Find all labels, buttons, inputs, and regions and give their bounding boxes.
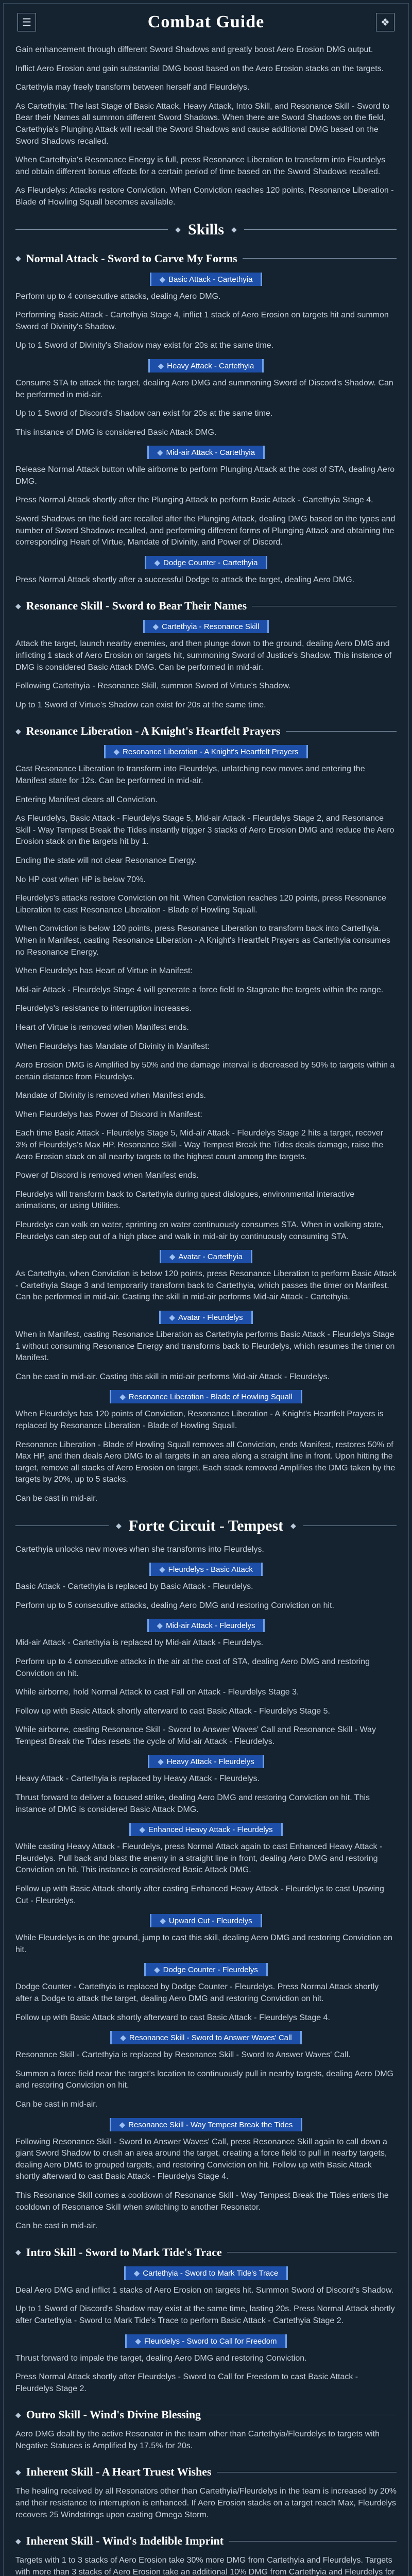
diamond-icon: ◆	[113, 748, 120, 757]
skill-text: Perform up to 4 consecutive attacks, dealing Aero DMG.	[15, 292, 221, 301]
skill-text: Perform up to 4 consecutive attacks in the air at the cost of STA, dealing Aero DMG and restoring Conviction on hit.	[15, 1657, 370, 1678]
sub-skill-tag-label: Mid-air Attack - Cartethyia	[166, 448, 255, 457]
skill-title-inherent-1	[15, 2465, 397, 2479]
skill-text: Fleurdelys's resistance to interruption increases.	[15, 1004, 192, 1013]
skill-title-label: Intro Skill - Sword to Mark Tide's Trace	[26, 2245, 222, 2259]
diamond-icon: ◆	[133, 2268, 140, 2278]
sub-skill-tag	[124, 2266, 288, 2280]
sub-skill-tag-label: Basic Attack - Cartethyia	[168, 275, 253, 284]
skill-title-label: Resonance Liberation - A Knight's Heartfelt Prayers	[26, 724, 281, 738]
skill-text: Deal Aero DMG and inflict 1 stacks of Aero Erosion on targets hit. Summon Sword of Discord's Shadow.	[15, 2285, 394, 2295]
skill-text: Power of Discord is removed when Manifest ends.	[15, 1171, 199, 1180]
intro-text: As Cartethyia: The last Stage of Basic Attack, Heavy Attack, Intro Skill, and Resonance Skill - Sword to Bear their Names all summon different Sword Shadows. When there are Sword Shadows on the field, Cartethyia's Plunging Attack will recall the Sword Shadows and cause additional DMG based on the Sword Shadows recalled.	[15, 101, 390, 146]
diamond-icon: ◆	[15, 2467, 21, 2476]
diamond-icon: ◆	[169, 1252, 176, 1262]
divider	[286, 731, 397, 732]
sub-skill-tag	[145, 556, 268, 569]
skill-title-resonance-skill	[15, 599, 397, 613]
skill-text: While Fleurdelys is on the ground, jump to cast this skill, dealing Aero DMG and restoring Conviction on hit.	[15, 1934, 392, 1954]
skill-text: When Fleurdelys has Power of Discord in Manifest:	[15, 1110, 202, 1119]
intro-text: Cartethyia may freely transform between herself and Fleurdelys.	[15, 83, 250, 92]
sub-skill-tag-label: Upward Cut - Fleurdelys	[168, 1917, 252, 1926]
sub-skill-tag	[147, 1619, 265, 1632]
skill-text: When Fleurdelys has Mandate of Divinity in Manifest:	[15, 1042, 210, 1051]
skill-text: Up to 1 Sword of Discord's Shadow may exist at the same time, lasting 20s. Press Normal Attack shortly after Cartethyia - Sword to Mark Tide's Trace to perform Basic Attack - Cartethyia Stage 2.	[15, 2304, 395, 2325]
skill-text: Following Resonance Skill - Sword to Answer Waves' Call, press Resonance Skill again to call down a giant Sword Shadow to crush an area around the target, creating a force field to pull in nearby targets, dealing Aero DMG to grouped targets, and restoring Conviction on hit. Follow up with Basic Attack shortly afterward to cast Basic Attack - Fleurdelys Stage 4.	[15, 2137, 387, 2181]
sub-skill-tag-label: Heavy Attack - Cartethyia	[167, 361, 254, 370]
skill-text: Mid-air Attack - Cartethyia is replaced by Mid-air Attack - Fleurdelys.	[15, 1638, 264, 1648]
skills-section-title	[15, 221, 397, 239]
intro-text: Inflict Aero Erosion and gain substantial DMG boost based on the Aero Erosion stacks on the targets.	[15, 64, 384, 73]
diamond-icon: ◆	[159, 275, 166, 284]
diamond-icon: ◆	[154, 1965, 160, 1975]
header	[0, 0, 412, 44]
bookmark-icon[interactable]: ❖	[376, 13, 394, 31]
skill-text: Follow up with Basic Attack shortly afterward to cast Basic Attack - Fleurdelys Stage 5.	[15, 1706, 330, 1716]
menu-book-icon[interactable]: ☰	[18, 13, 36, 31]
skill-text: Press Normal Attack shortly after the Plunging Attack to perform Basic Attack - Cartethyia Stage 4.	[15, 496, 373, 505]
sub-skill-tag	[159, 1311, 252, 1324]
skill-text: Thrust forward to impale the target, dealing Aero DMG and restoring Conviction.	[15, 2353, 307, 2363]
diamond-icon: ◆	[119, 2120, 126, 2129]
diamond-icon: ◆	[135, 2336, 141, 2346]
skill-text: Mandate of Divinity is removed when Manifest ends.	[15, 1091, 206, 1100]
sub-skill-tag-label: Resonance Skill - Way Tempest Break the Tides	[128, 2120, 293, 2129]
sub-skill-tag	[144, 1963, 268, 1976]
skill-text: Can be cast in mid-air.	[15, 2222, 98, 2231]
diamond-icon: ◆	[160, 1917, 166, 1926]
skill-text: The healing received by all Resonators other than Cartethyia/Fleurdelys in the team is increased by 20% and their resistance to interruption is enhanced. If Aero Erosion stacks on a target reach Max, Fleurdelys recovers 25 Windstrings upon casting Omega Storm.	[15, 2487, 397, 2519]
sub-skill-tag-label: Enhanced Heavy Attack - Fleurdelys	[148, 1825, 273, 1835]
diamond-icon: ◆	[154, 558, 161, 567]
sub-skill-tag-label: Avatar - Fleurdelys	[178, 1313, 243, 1322]
skill-text: Cartethyia unlocks new moves when she transforms into Fleurdelys.	[15, 1545, 264, 1554]
sub-skill-tag	[110, 2118, 303, 2131]
skill-text: When Conviction is below 120 points, press Resonance Liberation to transform back into Cartethyia. When in Manifest, casting Resonance Liberation - A Knight's Heartfelt Prayers as Cartethyia consumes no Resonance Energy.	[15, 924, 390, 957]
sub-skill-tag	[160, 1250, 252, 1263]
skill-text: Cast Resonance Liberation to transform into Fleurdelys, unlatching new moves and entering the Manifest state for 12s. Can be performed in mid-air.	[15, 765, 365, 785]
diamond-icon: ◆	[139, 1825, 145, 1835]
diamond-icon: ◆	[119, 1393, 126, 1402]
skill-text: No HP cost when HP is below 70%.	[15, 875, 146, 884]
sub-skill-tag	[110, 2031, 301, 2044]
diamond-icon: ◆	[15, 2536, 21, 2545]
sub-skill-tag	[104, 745, 308, 758]
skill-text: This Resonance Skill comes a cooldown of Resonance Skill - Way Tempest Break the Tides enters the cooldown of Resonance Skill when switching to another Resonator.	[15, 2191, 389, 2212]
skill-text: While airborne, hold Normal Attack to cast Fall on Attack - Fleurdelys Stage 3.	[15, 1688, 299, 1697]
sub-skill-tag	[143, 620, 269, 633]
skill-text: Entering Manifest clears all Conviction.	[15, 795, 158, 804]
diamond-icon: ◆	[157, 1621, 163, 1631]
skill-title-label: Outro Skill - Wind's Divine Blessing	[26, 2408, 201, 2421]
skill-text: Release Normal Attack button while airborne to perform Plunging Attack at the cost of STA, dealing Aero DMG.	[15, 465, 395, 486]
skill-text: Resonance Liberation - Blade of Howling Squall removes all Conviction, ends Manifest, restores 50% of Max HP, and then deals Aero DMG to all targets in an area along a straight line in front. Upon hitting the target, remove all stacks of Aero Erosion on target. Each stack removed Amplifies the DMG taken by the targets by 20%, up to 5 stacks.	[15, 1440, 396, 1484]
skill-text: Each time Basic Attack - Fleurdelys Stage 5, Mid-air Attack - Fleurdelys Stage 2 hits a target, recover 3% of Fleurdelys's Max HP. Resonance Skill - Way Tempest Break the Tides deals damage, raise the Aero Erosion stack on all nearby targets to the highest count among the targets.	[15, 1129, 384, 1161]
skill-text: Press Normal Attack shortly after Fleurdelys - Sword to Call for Freedom to cast Basic Attack - Fleurdelys Stage 2.	[15, 2372, 358, 2393]
intro-text: Gain enhancement through different Sword Shadows and greatly boost Aero Erosion DMG output.	[15, 45, 373, 54]
skill-text: Fleurdelys will transform back to Cartethyia during quest dialogues, environmental interactive animations, or using Utilities.	[15, 1190, 355, 1211]
sub-skill-tag	[149, 1563, 263, 1576]
sub-skill-tag-label: Resonance Skill - Sword to Answer Waves' Call	[129, 2033, 292, 2043]
sub-skill-tag-label: Dodge Counter - Fleurdelys	[163, 1965, 258, 1975]
skill-text: Resonance Skill - Cartethyia is replaced by Resonance Skill - Sword to Answer Waves' Call.	[15, 2050, 351, 2060]
sub-skill-tag-label: Dodge Counter - Cartethyia	[163, 558, 258, 567]
skill-title-label: Normal Attack - Sword to Carve My Forms	[26, 251, 237, 265]
skill-text: Attack the target, launch nearby enemies, and then plunge down to the ground, dealing Aero DMG and inflicting 1 stack of Aero Erosion on targets hit, summoning Sword of Justice's Shadow. This instance of DMG is considered Basic Attack DMG. Can be performed in mid-air.	[15, 639, 392, 672]
diamond-icon: ◆	[15, 726, 21, 735]
skill-title-inherent-2	[15, 2534, 397, 2548]
skill-title-outro-skill	[15, 2408, 397, 2421]
sub-skill-tag-label: Cartethyia - Sword to Mark Tide's Trace	[143, 2268, 279, 2278]
diamond-icon: ◆	[231, 225, 237, 234]
sub-skill-tag	[148, 1755, 264, 1768]
diamond-icon: ◆	[159, 1565, 165, 1574]
skill-text: Aero DMG dealt by the active Resonator in the team other than Cartethyia/Fleurdelys to targets with Negative Statuses is Amplified by 17.5% for 20s.	[15, 2430, 380, 2450]
skill-text: Can be cast in mid-air. Casting this skill in mid-air performs Mid-air Attack - Fleurdelys.	[15, 1372, 330, 1381]
skill-title-label: Resonance Skill - Sword to Bear Their Names	[26, 599, 247, 613]
guide-content	[0, 44, 412, 2576]
skill-text: Fleurdelys can walk on water, sprinting on water continuously consumes STA. When in walking state, Fleurdelys can step out of a high place and walk in mid-air by continuously consuming STA.	[15, 1221, 384, 1241]
skill-text: Press Normal Attack shortly after a successful Dodge to attack the target, dealing Aero DMG.	[15, 575, 355, 584]
skill-text: When in Manifest, casting Resonance Liberation as Cartethyia performs Basic Attack - Fleurdelys Stage 1 without consuming Resonance Energy and transforms back to Fleurdelys, which resumes the timer on Manifest.	[15, 1330, 395, 1363]
skill-text: Fleurdelys's attacks restore Conviction on hit. When Conviction reaches 120 points, press Resonance Liberation to cast Resonance Liberation - Blade of Howling Squall.	[15, 894, 386, 914]
diamond-icon: ◆	[15, 601, 21, 610]
skill-text: While casting Heavy Attack - Fleurdelys, press Normal Attack again to cast Enhanced Heavy Attack - Fleurdelys. Pull back and blast the enemy in a straight line in front, dealing Aero DMG and restoring Conviction on hit. This instance is considered Basic Attack DMG.	[15, 1842, 383, 1875]
forte-section-title	[15, 1517, 397, 1535]
skill-text: When Fleurdelys has Heart of Virtue in Manifest:	[15, 967, 193, 976]
skill-text: Perform up to 5 consecutive attacks, dealing Aero DMG and restoring Conviction on hit.	[15, 1601, 334, 1610]
sub-skill-tag-label: Fleurdelys - Basic Attack	[168, 1565, 253, 1574]
skill-text: Mid-air Attack - Fleurdelys Stage 4 will generate a force field to Stagnate the targets within the range.	[15, 985, 384, 994]
diamond-icon: ◆	[15, 2248, 21, 2257]
sub-skill-tag	[125, 2334, 286, 2348]
sub-skill-tag-label: Resonance Liberation - A Knight's Heartfelt Prayers	[123, 748, 299, 757]
intro-text: As Fleurdelys: Attacks restore Conviction. When Conviction reaches 120 points, Resonance Liberation - Blade of Howling Squall becomes available.	[15, 186, 394, 207]
sub-skill-tag-label: Mid-air Attack - Fleurdelys	[166, 1621, 255, 1631]
diamond-icon: ◆	[158, 361, 164, 370]
skill-text: As Fleurdelys, Basic Attack - Fleurdelys Stage 5, Mid-air Attack - Fleurdelys Stage 2, and Resonance Skill - Way Tempest Break the Tides instantly trigger 3 stacks of Aero Erosion DMG and reduce the Aero Erosion stack on the targets hit by 1.	[15, 814, 394, 846]
skill-title-intro-skill	[15, 2246, 397, 2259]
skill-text: Performing Basic Attack - Cartethyia Stage 4, inflict 1 stack of Aero Erosion on targets hit and summon Sword of Divinity's Shadow.	[15, 311, 389, 331]
skill-text: While airborne, casting Resonance Skill - Sword to Answer Waves' Call and Resonance Skill - Way Tempest Break the Tides resets the cycle of Mid-air Attack - Fleurdelys.	[15, 1725, 376, 1746]
forte-heading: Forte Circuit - Tempest	[128, 1517, 284, 1534]
sub-skill-tag-label: Heavy Attack - Fleurdelys	[166, 1757, 254, 1767]
intro-text: When Cartethyia's Resonance Energy is full, press Resonance Liberation to transform into Fleurdelys and obtain different bonus effects for a certain period of time based on the Sword Shadows recalled.	[15, 156, 386, 176]
skill-text: Sword Shadows on the field are recalled after the Plunging Attack, dealing DMG based on the types and number of Sword Shadows recalled, and performing different forms of Plunging Attack and obtaining the corresponding Heart of Virtue, Mandate of Divinity, and Power of Discord.	[15, 515, 396, 547]
skill-text: Up to 1 Sword of Discord's Shadow can exist for 20s at the same time.	[15, 409, 273, 418]
sub-skill-tag-label: Resonance Liberation - Blade of Howling Squall	[128, 1393, 293, 1402]
skill-text: Ending the state will not clear Resonance Energy.	[15, 856, 197, 865]
skill-text: Follow up with Basic Attack shortly afterward to cast Basic Attack - Fleurdelys Stage 4.	[15, 2013, 330, 2022]
diamond-icon: ◆	[15, 254, 21, 263]
diamond-icon: ◆	[116, 1521, 122, 1530]
sub-skill-tag-label: Avatar - Cartethyia	[178, 1252, 243, 1262]
skill-text: Following Cartethyia - Resonance Skill, summon Sword of Virtue's Shadow.	[15, 682, 291, 691]
divider	[244, 229, 397, 230]
skill-text: Follow up with Basic Attack shortly after casting Enhanced Heavy Attack - Fleurdelys to cast Upswing Cut - Fleurdelys.	[15, 1885, 384, 1905]
diamond-icon: ◆	[290, 1521, 296, 1530]
sub-skill-tag-label: Fleurdelys - Sword to Call for Freedom	[144, 2336, 277, 2346]
skill-text: Thrust forward to deliver a focused strike, dealing Aero DMG and restoring Conviction on hit. This instance of DMG is considered Basic Attack DMG.	[15, 1793, 370, 1814]
skill-text: Targets with 1 to 3 stacks of Aero Erosion take 30% more DMG from Cartethyia and Fleurdelys. Targets with more than 3 stacks of Aero Erosion take an additional 10% DMG from Cartethyia and Fleurdelys for	[15, 2556, 395, 2576]
sub-skill-tag	[150, 273, 263, 286]
diamond-icon: ◆	[15, 2410, 21, 2419]
skill-text: Dodge Counter - Cartethyia is replaced by Dodge Counter - Fleurdelys. Press Normal Attack shortly after a Dodge to attack the target, dealing Aero DMG and restoring Conviction on hit.	[15, 1982, 379, 2003]
skill-text: Up to 1 Sword of Virtue's Shadow can exist for 20s at the same time.	[15, 700, 266, 709]
skill-text: When Fleurdelys has 120 points of Conviction, Resonance Liberation - A Knight's Heartfelt Prayers is replaced by Resonance Liberation - Blade of Howling Squall.	[15, 1410, 384, 1430]
skill-title-label: Inherent Skill - A Heart Truest Wishes	[26, 2465, 212, 2479]
sub-skill-tag	[148, 359, 264, 372]
skills-heading: Skills	[187, 221, 225, 238]
skill-text: Heart of Virtue is removed when Manifest ends.	[15, 1023, 189, 1032]
diamond-icon: ◆	[152, 622, 159, 632]
sub-skill-tag	[147, 446, 265, 459]
diamond-icon: ◆	[175, 225, 181, 234]
skill-text: Aero Erosion DMG is Amplified by 50% and the damage interval is decreased by 50% to targets within a certain distance from Fleurdelys.	[15, 1061, 395, 1081]
skill-text: Can be cast in mid-air.	[15, 1494, 98, 1503]
skill-text: As Cartethyia, when Conviction is below 120 points, press Resonance Liberation to perform Basic Attack - Cartethyia Stage 3 and temporarily transform back to Cartethyia, which passes the timer on Manifest. Can be performed in mid-air. Casting the skill in mid-air performs Mid-air Attack - Cartethyia.	[15, 1269, 397, 1302]
divider	[243, 258, 397, 259]
skill-text: Summon a force field near the target's location to continuously pull in nearby targets, dealing Aero DMG and restoring Conviction on hit.	[15, 2069, 394, 2090]
diamond-icon: ◆	[158, 1757, 164, 1767]
skill-text: Can be cast in mid-air.	[15, 2099, 98, 2109]
sub-skill-tag	[150, 1914, 262, 1927]
skill-title-resonance-liberation	[15, 724, 397, 738]
divider	[15, 229, 168, 230]
skill-text: This instance of DMG is considered Basic Attack DMG.	[15, 428, 217, 437]
skill-text: Basic Attack - Cartethyia is replaced by Basic Attack - Fleurdelys.	[15, 1582, 253, 1591]
diamond-icon: ◆	[157, 448, 163, 457]
page-title: Combat Guide	[147, 12, 265, 31]
sub-skill-tag	[129, 1823, 282, 1836]
skill-text: Up to 1 Sword of Divinity's Shadow may exist for 20s at the same time.	[15, 341, 274, 350]
skill-text: Heavy Attack - Cartethyia is replaced by Heavy Attack - Fleurdelys.	[15, 1774, 260, 1784]
skill-title-normal-attack	[15, 252, 397, 265]
skill-text: Consume STA to attack the target, dealing Aero DMG and summoning Sword of Discord's Shadow. Can be performed in mid-air.	[15, 378, 393, 399]
skill-title-label: Inherent Skill - Wind's Indelible Imprint	[26, 2534, 224, 2548]
sub-skill-tag	[110, 1390, 302, 1403]
diamond-icon: ◆	[169, 1313, 175, 1322]
diamond-icon: ◆	[120, 2033, 126, 2043]
sub-skill-tag-label: Cartethyia - Resonance Skill	[162, 622, 260, 632]
